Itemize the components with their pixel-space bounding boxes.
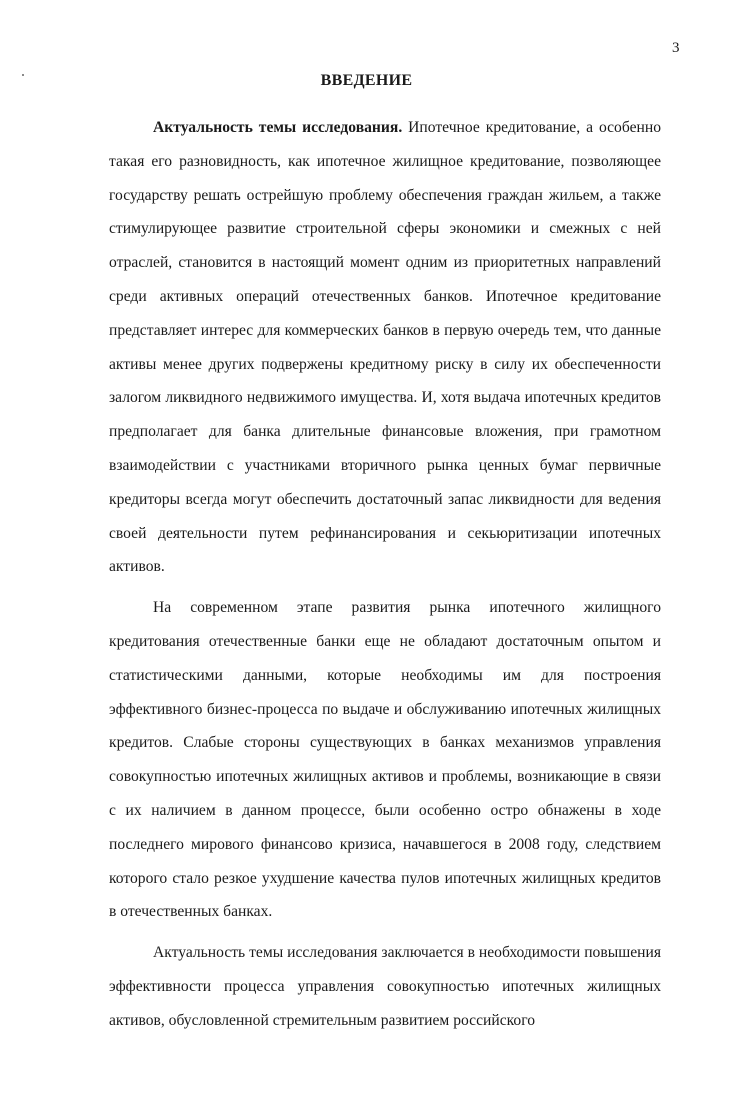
paragraph-text: На современном этапе развития рынка ипотечного жилищного кредитования отечественные банки еще не обладают достаточным опытом и статистическими данными, которые необходимы им для построения эффективного бизнес-процесса по выдаче и обслуживанию ипотечных жилищных кредитов. Слабые стороны существующих в банках механизмов управления совокупностью ипотечных жилищных активов и проблемы, возникающие в связи с их наличием в данном процессе, были особенно остро обнажены в ходе последнего мирового финансово кризиса, начавшегося в 2008 году, следствием которого стало резкое ухудшение качества пулов ипотечных жилищных кредитов в отечественных банках. xyxy=(109,599,661,921)
paragraph-lead-heading: Актуальность темы исследования. xyxy=(153,119,403,136)
paragraph-relevance-conclusion xyxy=(109,936,661,1037)
paragraph-text: Актуальность темы исследования заключается в необходимости повышения эффективности процесса управления совокупностью ипотечных жилищных активов, обусловленной стремительным развитием российского xyxy=(109,944,661,1029)
page-number: 3 xyxy=(672,40,680,56)
paragraph-text: Ипотечное кредитование, а особенно такая его разновидность, как ипотечное жилищное кредитование, позволяющее государству решать острейшую проблему обеспечения граждан жильем, а также стимулирующее развитие строительной сферы экономики и смежных с ней отраслей, становится в настоящий момент одним из приоритетных направлений среди активных операций отечественных банков. Ипотечное кредитование представляет интерес для коммерческих банков в первую очередь тем, что данные активы менее других подвержены кредитному риску в силу их обеспеченности залогом ликвидного недвижимого имущества. И, хотя выдача ипотечных кредитов предполагает для банка длительные финансовые вложения, при грамотном взаимодействии с участниками вторичного рынка ценных бумаг первичные кредиторы всегда могут обеспечить достаточный запас ликвидности для ведения своей деятельности путем рефинансирования и секьюритизации ипотечных активов. xyxy=(109,119,661,576)
document-body xyxy=(109,111,661,1038)
paragraph-relevance xyxy=(109,111,661,584)
page-title: ВВЕДЕНИЕ xyxy=(320,72,413,89)
paragraph-current-stage xyxy=(109,591,661,929)
